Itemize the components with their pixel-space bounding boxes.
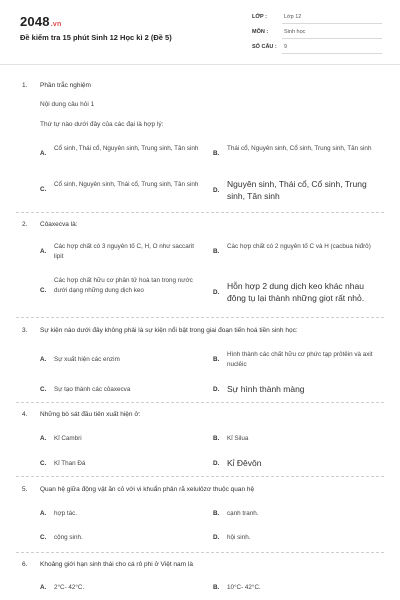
option-text: hội sinh. [227,534,251,541]
meta-value: 9 [284,44,288,50]
option-letter: B. [213,510,220,517]
option-letter: A. [40,584,47,591]
meta-key: LỚP : [252,14,267,20]
question-text: Quan hệ giữa động vật ăn cỏ với vi khuẩn phân rã xelulôzơ thuộc quan hệ [40,486,255,493]
option-letter: C. [40,460,47,467]
meta-value: Lớp 12 [284,14,302,20]
question-number: 4. [22,411,28,418]
question-subtext: Nội dung câu hỏi 1 [40,101,95,108]
option-text: Hình thành các chất hữu cơ phức tạp prôtêin và axit nuclêic [227,351,373,368]
question-prompt: Thứ tự nào dưới đây của các đại là hợp lý: [40,121,164,128]
option-text: Kỉ Cambri [54,435,82,442]
option-letter: C. [40,386,47,393]
question-number: 1. [22,82,28,89]
meta-underline [282,53,382,54]
question-divider [16,317,384,318]
option-text: Thái cổ, Nguyên sinh, Cổ sinh, Trung sinh, Tân sinh [227,145,372,152]
site-logo[interactable] [20,14,61,29]
option-text: Kỉ Silua [227,435,249,442]
question-divider [16,212,384,213]
question-divider [16,402,384,403]
option-text: Kỉ Đêvôn [227,458,262,468]
option-text: hợp tác. [54,510,78,517]
meta-underline [282,38,382,39]
meta-key: MÔN : [252,29,269,35]
option-letter: D. [213,187,220,194]
option-letter: B. [213,356,220,363]
option-text: Cổ sinh, Nguyên sinh, Thái cổ, Trung sinh, Tân sinh [54,181,199,188]
option-letter: D. [213,386,220,393]
option-letter: C. [40,534,47,541]
option-text: 10°C- 42°C. [227,584,261,591]
option-letter: D. [213,289,220,296]
option-letter: A. [40,248,47,255]
page-header [0,0,400,65]
meta-underline [282,23,382,24]
option-text: Các hợp chất có 3 nguyên tố C, H, O như saccarit lipit [54,243,194,260]
option-text: Các hợp chất có 2 nguyên tố C và H (cacbua hiđrô) [227,243,371,250]
question-divider [16,476,384,477]
option-letter: D. [213,460,220,467]
logo-suffix-text: .vn [50,21,62,28]
option-letter: B. [213,435,220,442]
option-letter: A. [40,510,47,517]
option-text: cạnh tranh. [227,510,259,517]
question-number: 6. [22,561,28,568]
meta-value: Sinh học [284,29,306,35]
option-text: Sự hình thành màng [227,384,305,394]
option-letter: D. [213,534,220,541]
option-letter: C. [40,287,47,294]
question-number: 5. [22,486,28,493]
option-text: cộng sinh. [54,534,83,541]
logo-main-text: 2048 [20,14,50,29]
option-letter: B. [213,150,220,157]
option-text: Sự xuất hiện các enzim [54,356,120,363]
option-text: Nguyên sinh, Thái cổ, Cổ sinh, Trung sinh, Tân sinh [227,179,367,201]
question-text: Côaxecva là: [40,221,78,228]
question-number: 3. [22,327,28,334]
option-letter: B. [213,584,220,591]
option-text: Kỉ Than Đá [54,460,86,467]
option-text: Cổ sinh, Thái cổ, Nguyên sinh, Trung sinh, Tân sinh [54,145,199,152]
option-text: 2°C- 42°C. [54,584,85,591]
question-number: 2. [22,221,28,228]
question-text: Khoảng giới hạn sinh thái cho cá rô phi ở Việt nam là [40,561,193,568]
option-letter: B. [213,248,220,255]
option-text: Hỗn hợp 2 dung dịch keo khác nhau đông tụ lại thành những giọt rất nhỏ. [227,281,365,303]
test-title: Đề kiểm tra 15 phút Sinh 12 Học kì 2 (Đề 5) [20,33,172,42]
question-text: Phần trắc nghiệm [40,82,91,89]
question-text: Sự kiện nào dưới đây không phải là sự kiện nổi bật trong giai đoạn tiến hoá tiền sinh học: [40,327,298,334]
option-text: Sự tạo thành các côaxecva [54,386,131,393]
option-letter: A. [40,150,47,157]
option-text: Các hợp chất hữu cơ phân tử hoà tan trong nước dưới dạng những dung dịch keo [54,277,193,294]
question-text: Những bò sát đầu tiên xuất hiện ở: [40,411,141,418]
question-divider [16,552,384,553]
option-letter: C. [40,186,47,193]
option-letter: A. [40,435,47,442]
meta-key: SỐ CÂU : [252,44,277,50]
option-letter: A. [40,356,47,363]
